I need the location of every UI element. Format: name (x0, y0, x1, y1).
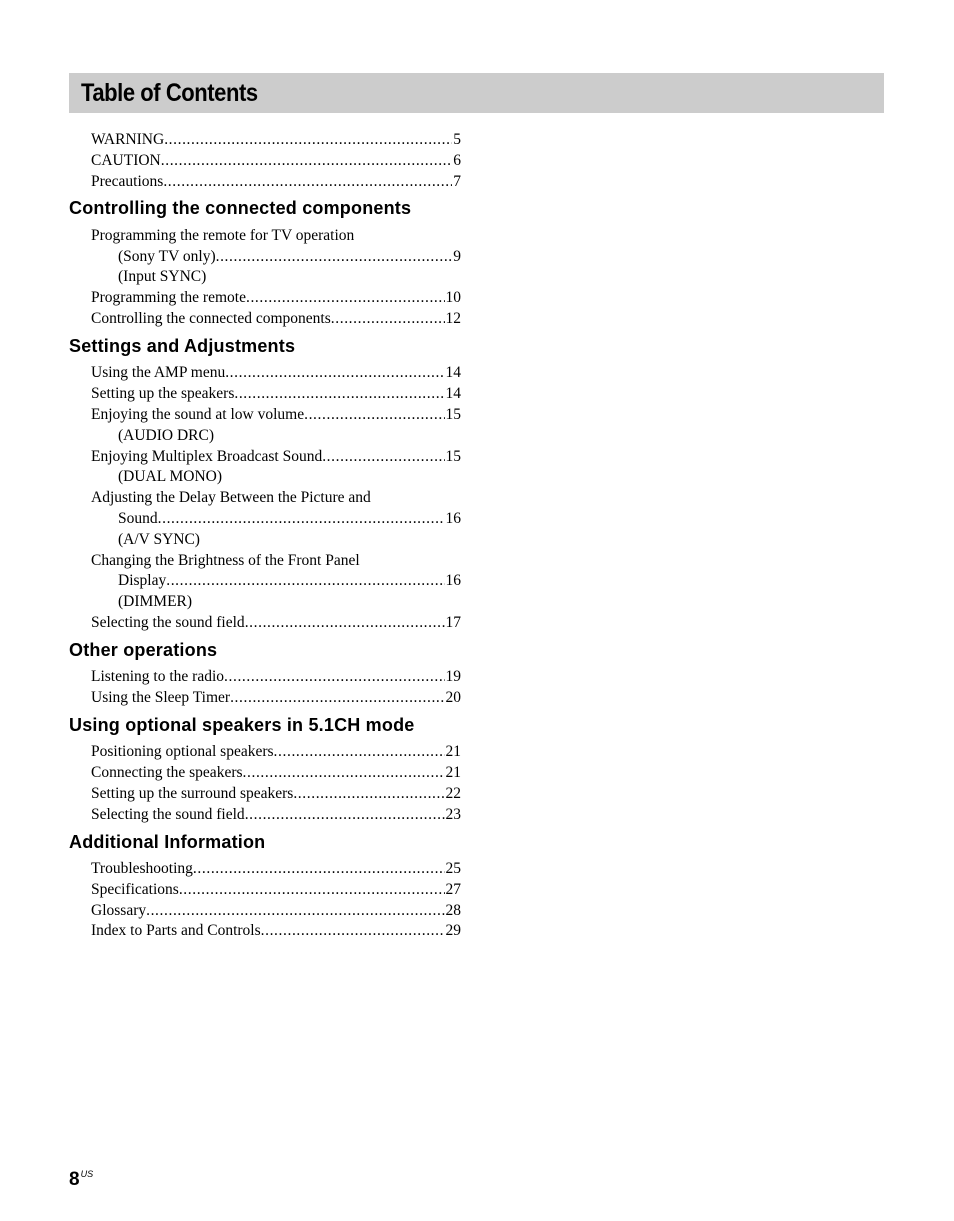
page-number (69, 1163, 93, 1191)
toc-entry-title: Using the Sleep Timer (91, 689, 231, 707)
toc-entry[interactable] (69, 784, 461, 805)
toc-entry-title: Index to Parts and Controls (91, 922, 261, 940)
toc-entry-page: 16 (445, 509, 461, 527)
toc-sections (69, 197, 461, 942)
toc-entry[interactable] (69, 447, 461, 468)
dot-leader (166, 571, 444, 592)
toc-entry-page: 23 (445, 805, 461, 823)
toc-entry[interactable] (69, 688, 461, 709)
toc-entry-title: Selecting the sound field (91, 613, 245, 631)
toc-entry-page: 12 (445, 310, 461, 328)
toc-entry-title: Precautions (91, 172, 164, 190)
dot-leader (304, 405, 444, 426)
toc-entry[interactable] (69, 763, 461, 784)
dot-leader (158, 509, 445, 530)
dot-leader (164, 130, 452, 151)
toc-entry[interactable] (69, 509, 461, 530)
dot-leader (331, 309, 445, 330)
toc-line: (DUAL MONO) (118, 468, 223, 486)
toc-section (69, 831, 461, 943)
toc-section (69, 197, 461, 329)
toc-entry-page: 15 (445, 447, 461, 465)
dot-leader (245, 613, 445, 634)
toc-entry[interactable] (69, 571, 461, 592)
toc-entry[interactable] (69, 805, 461, 826)
toc-entry[interactable] (69, 921, 461, 942)
section-entries (69, 667, 461, 709)
toc-section (69, 639, 461, 709)
toc-entry-page: 7 (453, 172, 461, 190)
toc-entry[interactable] (69, 742, 461, 763)
page-number-value: 8 (69, 1169, 80, 1190)
toc-entry-page: 17 (445, 613, 461, 631)
toc-entry[interactable] (69, 130, 461, 151)
toc-entry-title: Programming the remote (91, 289, 246, 307)
toc-entry-page: 16 (445, 572, 461, 590)
dot-leader (224, 667, 444, 688)
toc-section (69, 335, 461, 634)
toc-entry-title: Listening to the radio (91, 668, 225, 686)
dot-leader (234, 384, 444, 405)
intro-entries (69, 130, 461, 192)
toc-entry-page: 27 (445, 880, 461, 898)
toc-entry[interactable] (69, 309, 461, 330)
section-entries (69, 226, 461, 330)
dot-leader (322, 447, 444, 468)
toc-line: (DIMMER) (118, 593, 193, 611)
toc-entry[interactable] (69, 363, 461, 384)
dot-leader (243, 763, 445, 784)
table-of-contents (69, 130, 461, 942)
toc-entry-title: Positioning optional speakers (91, 743, 274, 761)
toc-entry-title: Enjoying Multiplex Broadcast Sound (91, 447, 323, 465)
toc-entry[interactable] (69, 901, 461, 922)
toc-entry-page: 19 (445, 668, 461, 686)
toc-entry-page: 25 (445, 860, 461, 878)
section-entries (69, 859, 461, 942)
toc-entry-page: 14 (445, 385, 461, 403)
dot-leader (261, 921, 445, 942)
section-heading[interactable]: Controlling the connected components (69, 198, 412, 219)
dot-leader (274, 742, 445, 763)
toc-entry-page: 6 (453, 151, 461, 169)
section-heading[interactable]: Using optional speakers in 5.1CH mode (69, 714, 415, 735)
toc-entry-page: 21 (445, 743, 461, 761)
toc-entry-title: Glossary (91, 901, 147, 919)
dot-leader (225, 363, 444, 384)
toc-entry-page: 28 (445, 901, 461, 919)
dot-leader (230, 688, 444, 709)
toc-entry-page: 29 (445, 922, 461, 940)
dot-leader (246, 288, 445, 309)
dot-leader (146, 901, 444, 922)
toc-entry-title: Specifications (91, 880, 179, 898)
toc-line: Changing the Brightness of the Front Panel (91, 551, 360, 569)
toc-entry[interactable] (69, 384, 461, 405)
page-title: Table of Contents (81, 79, 258, 107)
toc-entry-title: Setting up the surround speakers (91, 784, 294, 802)
toc-entry-title: Setting up the speakers (91, 385, 235, 403)
title-bar (69, 73, 884, 113)
toc-entry-title: (Sony TV only) (118, 247, 216, 265)
toc-entry-page: 10 (445, 289, 461, 307)
toc-entry-page: 15 (445, 405, 461, 423)
page-number-suffix: US (80, 1169, 94, 1179)
section-entries (69, 363, 461, 633)
toc-entry-page: 20 (445, 689, 461, 707)
dot-leader (245, 805, 445, 826)
dot-leader (161, 151, 453, 172)
section-heading[interactable]: Settings and Adjustments (69, 335, 296, 356)
toc-entry[interactable] (69, 667, 461, 688)
dot-leader (179, 880, 445, 901)
toc-entry-title: WARNING (91, 131, 165, 148)
toc-entry[interactable] (69, 288, 461, 309)
toc-line: Adjusting the Delay Between the Picture and (91, 489, 371, 507)
toc-entry-page: 14 (445, 364, 461, 382)
toc-entry-page: 5 (453, 131, 461, 148)
toc-section (69, 714, 461, 826)
toc-line: (Input SYNC) (118, 268, 207, 286)
toc-entry-page: 21 (445, 764, 461, 782)
section-entries (69, 742, 461, 825)
dot-leader (216, 247, 453, 268)
toc-entry-title: Using the AMP menu (91, 364, 226, 382)
toc-entry[interactable] (69, 613, 461, 634)
toc-entry[interactable] (69, 405, 461, 426)
toc-entry-title: Troubleshooting (91, 860, 193, 878)
dot-leader (193, 859, 445, 880)
toc-line: Programming the remote for TV operation (91, 226, 355, 244)
toc-line: (A/V SYNC) (118, 530, 200, 548)
toc-entry[interactable] (69, 859, 461, 880)
section-heading[interactable]: Other operations (69, 639, 218, 660)
toc-entry-title: Controlling the connected components (91, 310, 331, 328)
toc-entry-title: Selecting the sound field (91, 805, 245, 823)
toc-entry-title: Enjoying the sound at low volume (91, 405, 305, 423)
toc-entry-page: 22 (445, 784, 461, 802)
section-heading[interactable]: Additional Information (69, 831, 266, 852)
toc-entry[interactable] (69, 151, 461, 172)
toc-entry[interactable] (69, 880, 461, 901)
toc-entry[interactable] (69, 247, 461, 268)
dot-leader (293, 784, 444, 805)
toc-entry-title: CAUTION (91, 151, 161, 169)
toc-entry[interactable] (69, 172, 461, 193)
toc-entry-title: Sound (118, 509, 158, 527)
toc-line: (AUDIO DRC) (118, 426, 215, 444)
toc-entry-title: Connecting the speakers (91, 764, 243, 782)
dot-leader (163, 172, 452, 193)
toc-entry-page: 9 (453, 247, 461, 265)
toc-entry-title: Display (118, 572, 167, 590)
